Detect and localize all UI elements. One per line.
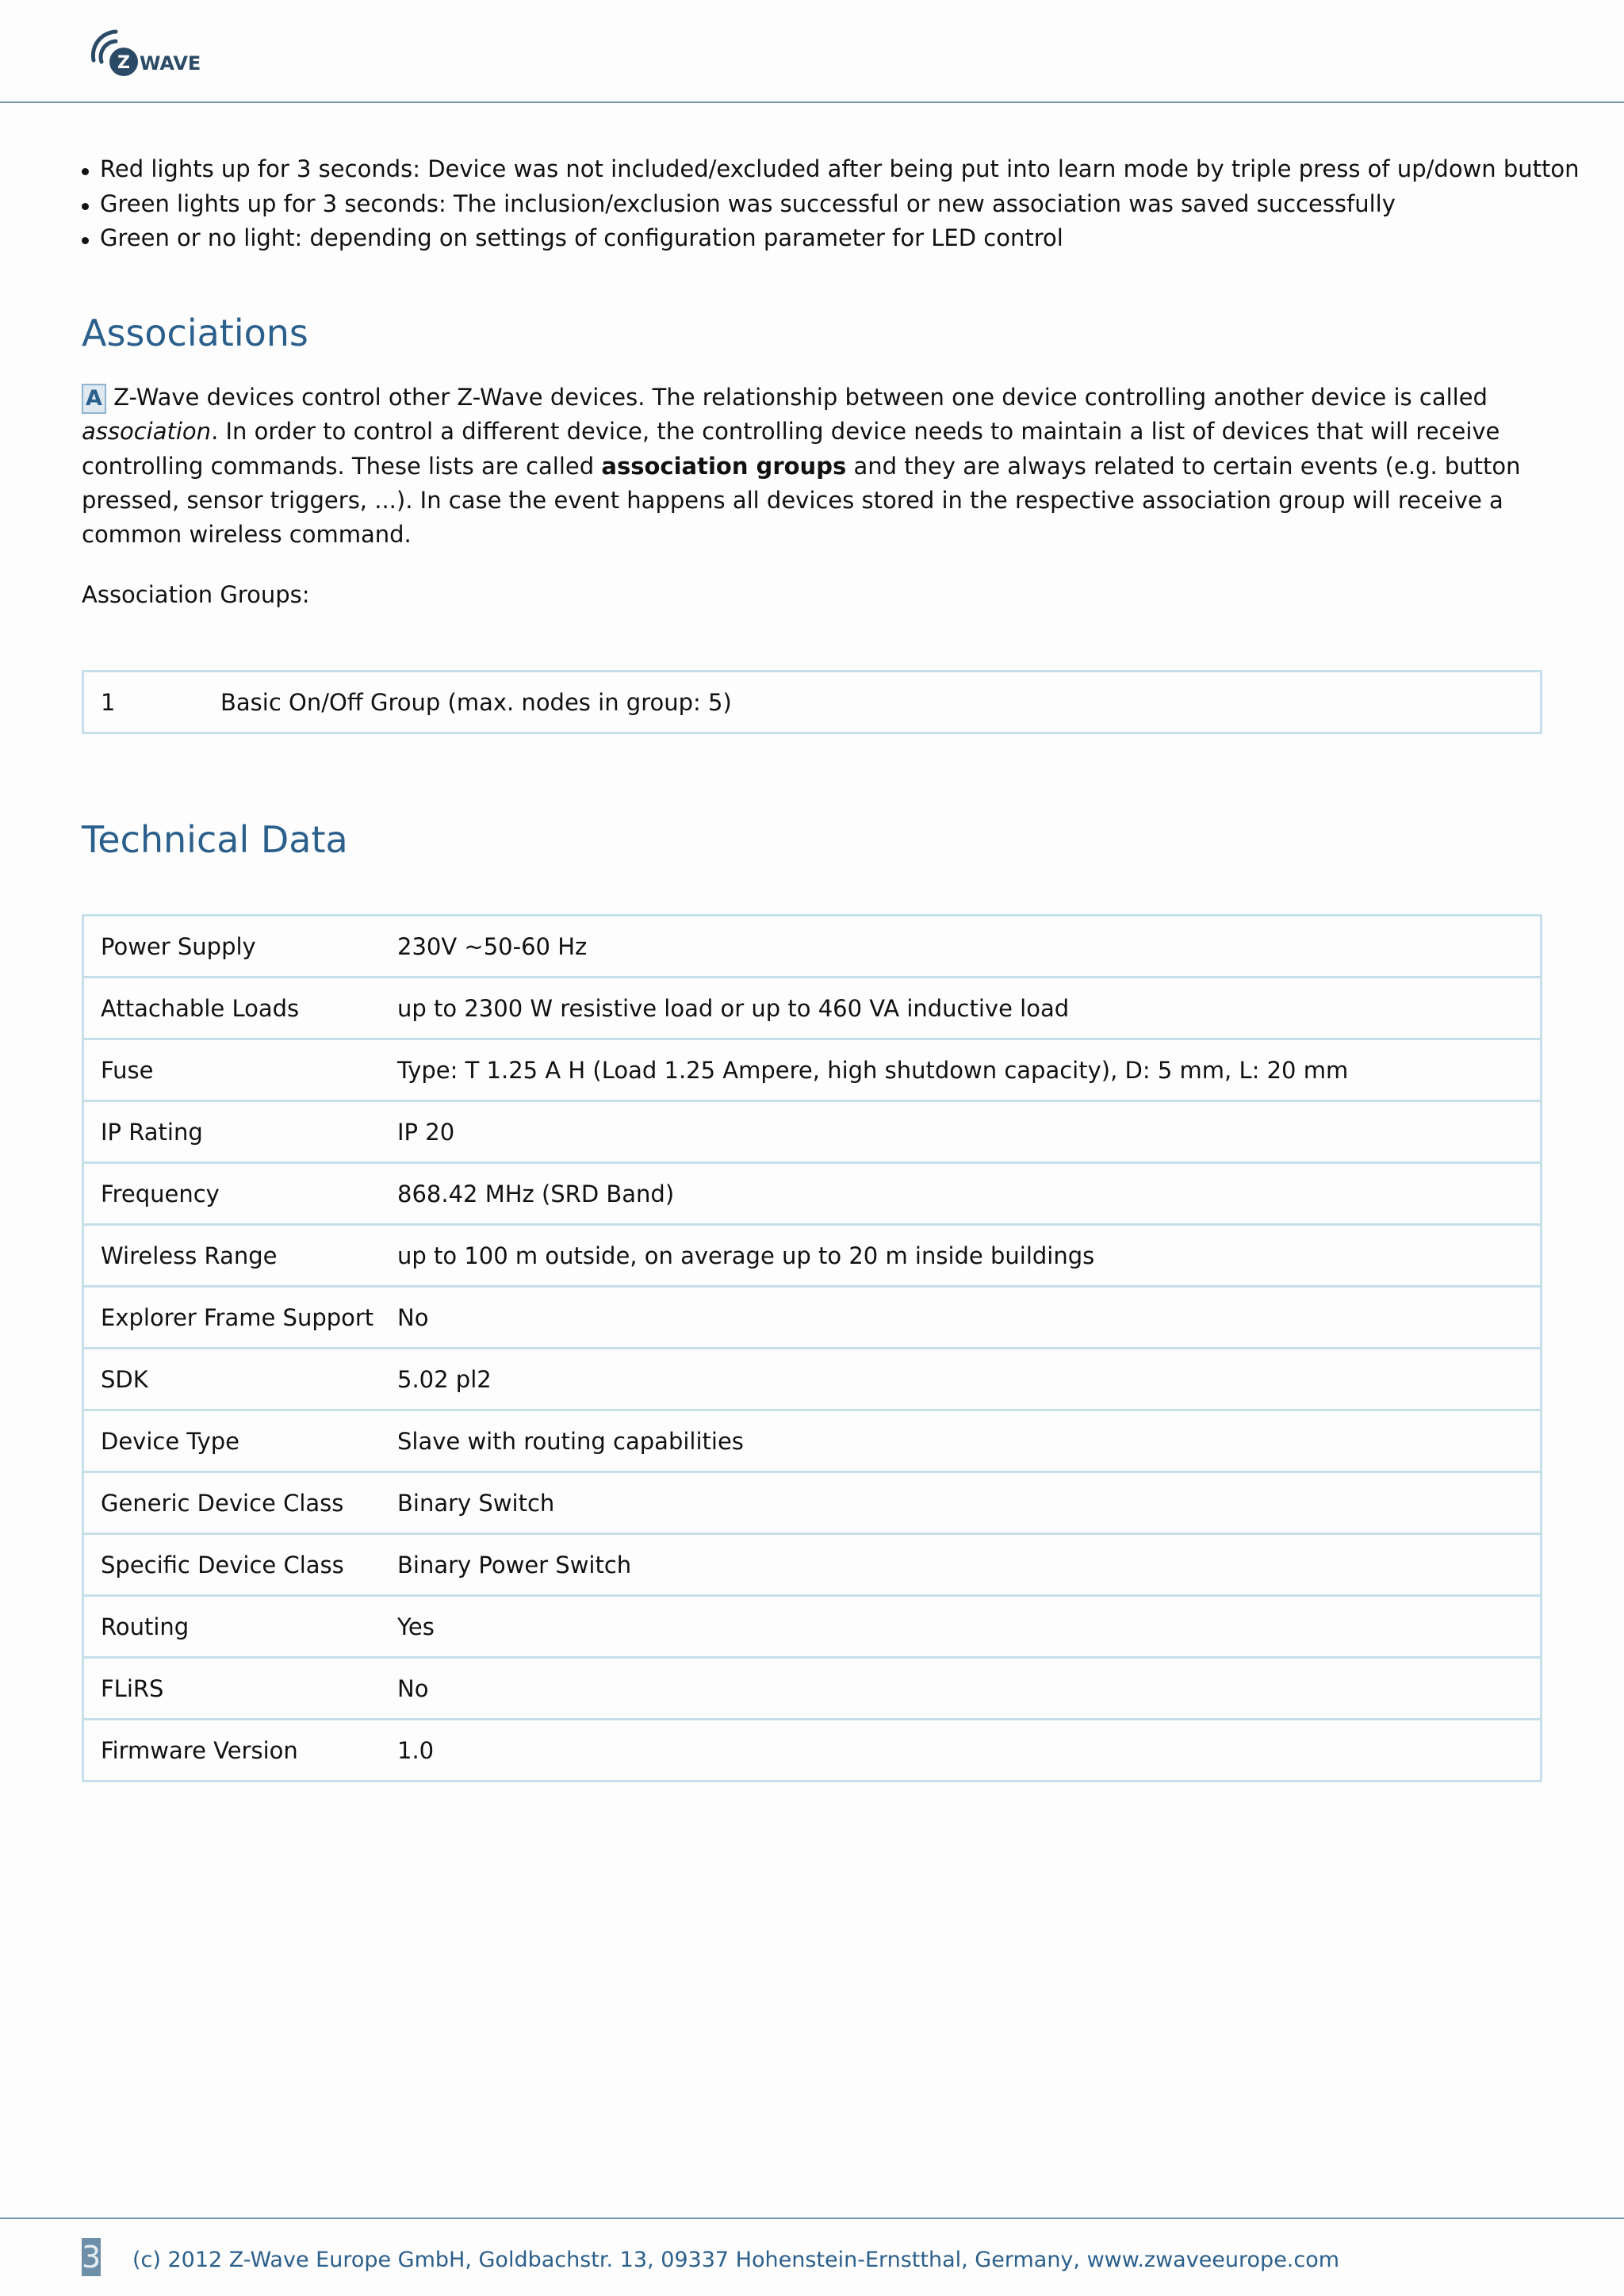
table-row	[83, 1225, 1542, 1287]
table-row	[83, 1163, 1542, 1225]
technical-data-heading: Technical Data	[82, 818, 348, 861]
table-row	[83, 1658, 1542, 1720]
table-row	[83, 1287, 1542, 1349]
row-value: IP 20	[381, 1101, 1542, 1163]
row-label: Specific Device Class	[83, 1534, 381, 1596]
row-label: Wireless Range	[83, 1225, 381, 1287]
table-row	[83, 916, 1542, 978]
row-value: up to 100 m outside, on average up to 20 m inside buildings	[381, 1225, 1542, 1287]
table-row	[83, 1720, 1542, 1781]
row-label: Routing	[83, 1596, 381, 1658]
row-label: IP Rating	[83, 1101, 381, 1163]
association-groups-table	[82, 670, 1542, 734]
list-item: Green or no light: depending on settings of configuration parameter for LED control	[82, 221, 1580, 256]
table-row	[83, 1410, 1542, 1472]
group-description: Basic On/Off Group (max. nodes in group: 5)	[204, 672, 1542, 733]
associations-heading: Associations	[82, 312, 308, 354]
technical-data-table	[82, 914, 1542, 1782]
table-row	[83, 672, 1542, 733]
row-label: Firmware Version	[83, 1720, 381, 1781]
table-row	[83, 1472, 1542, 1534]
row-label: Generic Device Class	[83, 1472, 381, 1534]
row-label: Fuse	[83, 1039, 381, 1101]
association-groups-label: Association Groups:	[82, 581, 310, 608]
group-number: 1	[83, 672, 205, 733]
row-value: 230V ~50-60 Hz	[381, 916, 1542, 978]
row-label: Device Type	[83, 1410, 381, 1472]
row-label: Power Supply	[83, 916, 381, 978]
zwave-logo	[86, 22, 213, 79]
row-value: Binary Power Switch	[381, 1534, 1542, 1596]
table-row	[83, 1596, 1542, 1658]
row-value: 5.02 pl2	[381, 1349, 1542, 1410]
row-value: Slave with routing capabilities	[381, 1410, 1542, 1472]
page-header	[0, 0, 1624, 103]
row-value: 868.42 MHz (SRD Band)	[381, 1163, 1542, 1225]
row-value: No	[381, 1658, 1542, 1720]
led-status-list	[82, 152, 1580, 256]
page-footer	[0, 2218, 1624, 2275]
row-value: Type: T 1.25 A H (Load 1.25 Ampere, high shutdown capacity), D: 5 mm, L: 20 mm	[381, 1039, 1542, 1101]
page-number: 3	[82, 2240, 102, 2275]
row-value: No	[381, 1287, 1542, 1349]
glossary-link[interactable]: A	[82, 384, 106, 414]
row-label: FLiRS	[83, 1658, 381, 1720]
row-value: up to 2300 W resistive load or up to 460 VA inductive load	[381, 978, 1542, 1039]
associations-paragraph: A Z-Wave devices control other Z-Wave devices. The relationship between one device controlling another device is called association. In order to control a different device, the controlling device needs to maintain a list of devices that will receive controlling commands. These lists are called association groups and they are always related to certain events (e.g. button pressed, sensor triggers, ...). In case the event happens all devices stored in the respective association group will receive a common wireless command.	[82, 384, 1521, 549]
svg-text:Z: Z	[117, 53, 130, 73]
row-label: SDK	[83, 1349, 381, 1410]
list-item: Red lights up for 3 seconds: Device was not included/excluded after being put into learn mode by triple press of up/down button	[82, 152, 1580, 187]
table-row	[83, 1039, 1542, 1101]
list-item: Green lights up for 3 seconds: The inclusion/exclusion was successful or new association was saved successfully	[82, 187, 1580, 222]
row-value: Yes	[381, 1596, 1542, 1658]
table-row	[83, 978, 1542, 1039]
table-row	[83, 1349, 1542, 1410]
table-row	[83, 1101, 1542, 1163]
table-row	[83, 1534, 1542, 1596]
footer-copyright: (c) 2012 Z-Wave Europe GmbH, Goldbachstr. 13, 09337 Hohenstein-Ernstthal, Germany, www.zwaveeurope.com	[132, 2248, 1340, 2272]
row-value: 1.0	[381, 1720, 1542, 1781]
row-value: Binary Switch	[381, 1472, 1542, 1534]
row-label: Explorer Frame Support	[83, 1287, 381, 1349]
svg-text:WAVE: WAVE	[140, 52, 201, 75]
row-label: Frequency	[83, 1163, 381, 1225]
row-label: Attachable Loads	[83, 978, 381, 1039]
